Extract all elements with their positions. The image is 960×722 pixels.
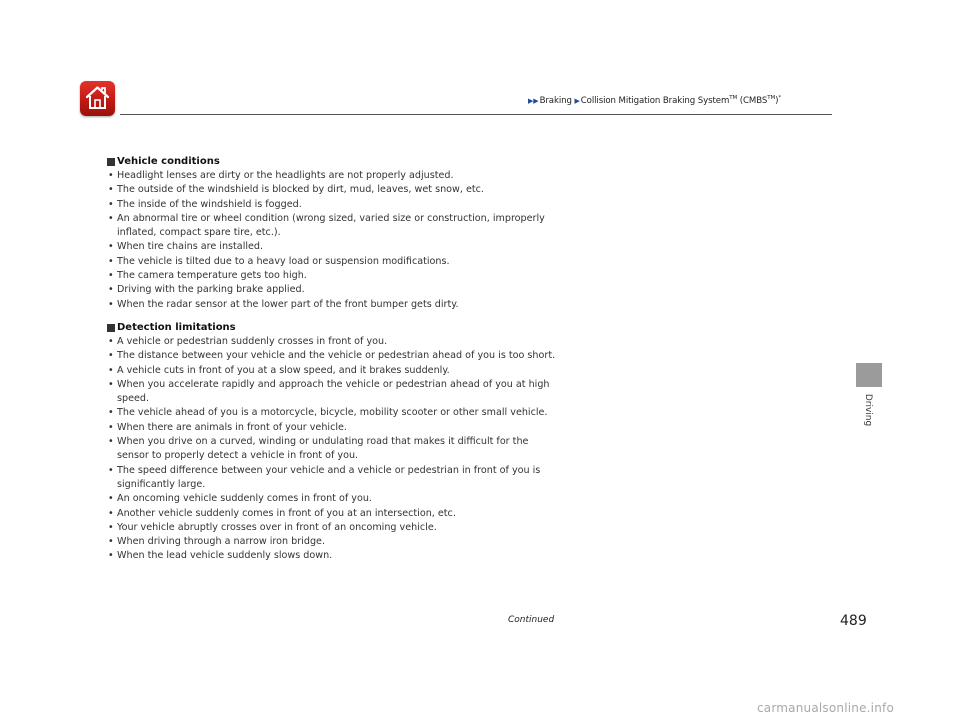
list-item: • When you drive on a curved, winding or undulating road that makes it difficult for the sensor to properly detect a vehicle in front of you. — [107, 435, 557, 464]
list-item: • The vehicle is tilted due to a heavy load or suspension modifications. — [107, 255, 557, 269]
section-tab-label: Driving — [863, 393, 873, 427]
home-button[interactable] — [80, 81, 115, 116]
list-item: • The outside of the windshield is blocked by dirt, mud, leaves, wet snow, etc. — [107, 183, 557, 197]
breadcrumb-arrow-icon: ▶ — [574, 96, 580, 105]
section-heading: Detection limitations — [107, 321, 557, 335]
home-icon — [85, 85, 110, 111]
list-item: • When you accelerate rapidly and approach the vehicle or pedestrian ahead of you at high speed. — [107, 378, 557, 407]
bullet-list — [107, 169, 557, 312]
list-item: • Driving with the parking brake applied. — [107, 283, 557, 297]
list-item: • Your vehicle abruptly crosses over in front of an oncoming vehicle. — [107, 521, 557, 535]
list-item: • The vehicle ahead of you is a motorcycle, bicycle, mobility scooter or other small vehicle. — [107, 406, 557, 420]
section-detection-limitations — [107, 321, 557, 564]
square-bullet-icon — [107, 158, 115, 166]
list-item: • The speed difference between your vehicle and a vehicle or pedestrian in front of you is significantly large. — [107, 464, 557, 493]
breadcrumb-link-braking[interactable]: Braking — [539, 95, 572, 106]
list-item: • The distance between your vehicle and the vehicle or pedestrian ahead of you is too short. — [107, 349, 557, 363]
header-divider — [120, 114, 832, 115]
breadcrumb — [528, 95, 948, 106]
list-item: • When the lead vehicle suddenly slows down. — [107, 549, 557, 563]
list-item: • A vehicle cuts in front of you at a slow speed, and it brakes suddenly. — [107, 364, 557, 378]
list-item: • The camera temperature gets too high. — [107, 269, 557, 283]
breadcrumb-arrow-icon: ▶▶ — [528, 96, 539, 105]
list-item: • When tire chains are installed. — [107, 240, 557, 254]
section-tab-marker[interactable] — [856, 363, 882, 387]
site-watermark: carmanualsonline.info — [757, 701, 894, 715]
square-bullet-icon — [107, 324, 115, 332]
list-item: • When there are animals in front of your vehicle. — [107, 421, 557, 435]
breadcrumb-current: Collision Mitigation Braking System™ (CMBS™)* — [580, 95, 782, 106]
bullet-list — [107, 335, 557, 564]
list-item: • An oncoming vehicle suddenly comes in front of you. — [107, 492, 557, 506]
list-item: • Headlight lenses are dirty or the headlights are not properly adjusted. — [107, 169, 557, 183]
page-number: 489 — [840, 613, 867, 629]
list-item: • When driving through a narrow iron bridge. — [107, 535, 557, 549]
list-item: • An abnormal tire or wheel condition (wrong sized, varied size or construction, improperly inflated, compact spare tire, etc.). — [107, 212, 557, 241]
list-item: • Another vehicle suddenly comes in front of you at an intersection, etc. — [107, 507, 557, 521]
main-content — [107, 155, 557, 573]
list-item: • A vehicle or pedestrian suddenly crosses in front of you. — [107, 335, 557, 349]
section-vehicle-conditions — [107, 155, 557, 312]
section-heading: Vehicle conditions — [107, 155, 557, 169]
list-item: • The inside of the windshield is fogged. — [107, 198, 557, 212]
continued-label: Continued — [508, 615, 555, 625]
list-item: • When the radar sensor at the lower part of the front bumper gets dirty. — [107, 298, 557, 312]
